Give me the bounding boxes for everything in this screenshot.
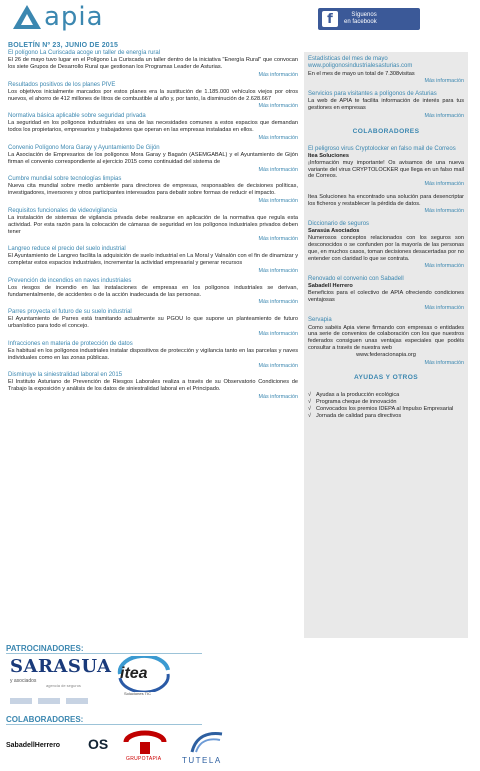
more-info-link[interactable]: Más información: [424, 78, 464, 85]
more-info-link[interactable]: Más información: [258, 236, 298, 243]
more-info-link[interactable]: Más información: [424, 208, 464, 215]
tutela-logo-icon: [178, 728, 230, 756]
stats-body: En el mes de mayo un total de 7.308visitas: [308, 70, 415, 77]
ayuda-label: Jornada de calidad para directivos: [316, 412, 402, 419]
tapia-logo[interactable]: [122, 730, 168, 766]
news-item: [8, 50, 298, 79]
ayudas-list: [308, 392, 464, 419]
ayuda-label: Convocados los premios IDEPA al Impulso Empresarial: [316, 405, 454, 412]
ayuda-item[interactable]: [308, 406, 464, 413]
news-item: [8, 113, 298, 142]
news-title[interactable]: Convenio Polígono Mora Garay y Ayuntamiento De Gijón: [8, 144, 160, 151]
partner-logo: [66, 698, 88, 704]
insurance-sub: Sarasúa Asociados: [308, 228, 360, 235]
ayuda-item[interactable]: [308, 399, 464, 406]
news-title[interactable]: Infracciones en materia de protección de datos: [8, 340, 133, 347]
facebook-label: Síguenos en facebook: [344, 12, 377, 25]
facebook-icon: f: [322, 11, 338, 27]
more-info-link[interactable]: Más información: [258, 103, 298, 110]
news-title[interactable]: Langreo reduce el precio del suelo industrial: [8, 246, 126, 252]
itea-name: itea: [120, 665, 148, 682]
sarasua-sub: y asociados: [10, 677, 37, 684]
news-item: [8, 278, 298, 307]
news-body: Es habitual en los polígonos industriales instalar dispositivos de protección y vigilancia tanto en las parcelas y naves individuales como en las zonas públicas.: [8, 347, 298, 361]
ayuda-label: Ayudas a la producción ecológica: [316, 392, 400, 399]
news-body: La instalación de sistemas de vigilancia privada debe realizarse en aplicación de la normativa que regula esta actividad. Por esta razón para la colocación de cámaras de seguridad en los polígonos industriales privados deben tener: [8, 214, 298, 235]
brand-name: apia: [44, 2, 104, 32]
news-title[interactable]: Parres proyecta el futuro de su suelo industrial: [8, 309, 132, 316]
more-info-link[interactable]: Más información: [258, 267, 298, 274]
more-info-link[interactable]: Más información: [424, 181, 464, 188]
check-icon: √: [308, 405, 312, 412]
news-item: [8, 341, 298, 370]
news-body: La seguridad en los polígonos industriales es una de las necesidades comunes a estos espacios que demandan todos los propietarios, empresarios y trabajadores que operan en las empresas instaladas en ellos.: [8, 120, 298, 134]
divider: [6, 724, 202, 725]
servapia-url[interactable]: www.federacionapia.org: [356, 351, 416, 358]
insurance-title[interactable]: Diccionario de seguros: [308, 220, 370, 227]
news-item: [8, 176, 298, 205]
virus-body-2: Itea Soluciones ha encontrado una solución para desencriptar los ficheros y restablecer la pérdida de datos.: [308, 193, 464, 207]
news-title[interactable]: Normativa básica aplicable sobre seguridad privada: [8, 113, 146, 120]
os-logo[interactable]: OS: [88, 736, 109, 752]
news-item: [8, 208, 298, 243]
tapia-logo-icon: [122, 730, 168, 756]
news-body: El Ayuntamiento de Parres está tramitando actualmente su PGOU lo que supone un planteamiento de futuro urbanístico para todo el concejo.: [8, 316, 298, 330]
collaborators-heading: COLABORADORES: [352, 127, 420, 135]
stats-url[interactable]: www.poligonosindustrialesasturias.com: [308, 63, 413, 70]
services-title[interactable]: Servicios para visitantes a polígonos de Asturias: [308, 91, 437, 98]
news-item: [8, 82, 298, 111]
news-body: Los objetivos inicialmente marcados por estos planes era la sustitución de 1.185.000 vehículos viejos por otros nuevos, el ahorro de 412 millones de litros de combustible al año y, por tanto, la disminución de 2.628.667: [8, 88, 298, 102]
news-body: La Asociación de Empresarios de los polígonos Mora Garay y Bagaón (ASEMGABAL) y el Ayuntamiento de Gijón firman el convenio correspondiente al ejercicio 2015 como continuidad del sistema de: [8, 151, 298, 165]
tutela-logo[interactable]: [178, 728, 230, 768]
more-info-link[interactable]: Más información: [258, 362, 298, 369]
news-title[interactable]: Disminuye la siniestralidad laboral en 2015: [8, 372, 123, 379]
apia-logo[interactable]: [12, 4, 104, 30]
more-info-link[interactable]: Más información: [258, 394, 298, 401]
itea-logo[interactable]: [114, 656, 174, 700]
facebook-button[interactable]: [318, 8, 420, 30]
news-title[interactable]: Requisitos funcionales de videovigilancia: [8, 207, 118, 214]
more-info-link[interactable]: Más información: [258, 198, 298, 205]
virus-body: ¡Información muy importante! Os avisamos de una nueva variante del virus CRYPTOLOCKER que llega en un falso mail de Correos.: [308, 159, 464, 180]
stats-title[interactable]: Estadísticas del mes de mayo: [308, 56, 388, 62]
news-item: [8, 246, 298, 275]
page-header: [0, 0, 480, 42]
check-icon: √: [308, 412, 312, 419]
tutela-name: TUTELA: [182, 756, 222, 765]
more-info-link[interactable]: Más información: [258, 71, 298, 78]
apia-logo-icon: [12, 4, 42, 30]
ayuda-label: Programa cheque de innovación: [316, 399, 397, 406]
collaborators-title: COLABORADORES:: [6, 715, 84, 724]
news-column: [8, 50, 298, 404]
news-body: Los riesgos de incendio en las instalaciones de empresas en los polígonos industriales se derivan, fundamentalmente, de accidentes o de la acción inadecuada de las personas.: [8, 284, 298, 298]
sarasua-sub2: agencia de seguros: [46, 683, 81, 689]
more-info-link[interactable]: Más información: [258, 166, 298, 173]
more-info-link[interactable]: Más información: [424, 359, 464, 366]
sabadell-title[interactable]: Renovado el convenio con Sabadell: [308, 275, 404, 282]
news-title[interactable]: Prevención de incendios en naves industriales: [8, 277, 132, 284]
more-info-link[interactable]: Más información: [424, 112, 464, 119]
small-logos: [10, 698, 88, 704]
sarasua-logo[interactable]: [10, 656, 112, 696]
news-body: El 26 de mayo tuvo lugar en el Polígono La Curiscada un taller dentro de la iniciativa "Energía Rural" que convocan los siete Grupos de Desarrollo Rural que gestionan los Programas Leader de Asturias.: [8, 57, 298, 71]
news-item: [8, 309, 298, 338]
more-info-link[interactable]: Más información: [424, 304, 464, 311]
servapia-title[interactable]: Servapia: [308, 317, 332, 324]
ayudas-heading: AYUDAS Y OTROS: [353, 374, 419, 382]
sabadell-sub: Sabadell Herrero: [308, 283, 353, 290]
servapia-body: Como sabéis Apia viene firmando con empresas o entidades una serie de convenios de colaboración con los que nuestros federados consiguen unas ventajas especiales que podéis consultar a través de nuestra web: [308, 324, 464, 352]
news-title[interactable]: Resultados positivos de los planes PIVE: [8, 81, 116, 88]
ayuda-item[interactable]: [308, 392, 464, 399]
more-info-link[interactable]: Más información: [258, 331, 298, 337]
tapia-name: GRUPOTAPIA: [126, 756, 162, 762]
services-body: La web de APIA te facilita información de interés para tus gestiones en empresas: [308, 98, 464, 112]
sabadell-body: Beneficios para el colectivo de APIA ofreciendo condiciones ventajosas: [308, 290, 464, 303]
more-info-link[interactable]: Más información: [258, 135, 298, 141]
partner-logo: [10, 698, 32, 704]
check-icon: √: [308, 392, 312, 399]
ayuda-item[interactable]: [308, 413, 464, 420]
sabadell-logo[interactable]: SabadellHerrero: [6, 742, 61, 749]
sidebar: [304, 52, 468, 638]
partner-logo: [38, 698, 60, 704]
sarasua-name: SARASUA: [10, 656, 112, 677]
bulletin-title: BOLETÍN Nº 23, JUNIO DE 2015: [8, 42, 119, 49]
news-item: [8, 372, 298, 401]
more-info-link[interactable]: Más información: [424, 263, 464, 270]
news-body: El Instituto Asturiano de Prevención de Riesgos Laborales realiza a través de su Observatorio Condiciones de Trabajo la exposición y análisis de los datos de siniestralidad laboral en el Principado.: [8, 379, 298, 393]
more-info-link[interactable]: Más información: [258, 299, 298, 306]
virus-title[interactable]: El peligroso virus Cryptolocker en falso mail de Correos: [308, 145, 456, 152]
news-body: Nueva cita mundial sobre medio ambiente para directores de empresas, responsables de decisiones políticas, investigadores, inversores y otros participantes interesados para debatir sobre formas de reducir el impacto.: [8, 183, 298, 197]
sponsors-title: PATROCINADORES:: [6, 644, 84, 653]
news-item: [8, 145, 298, 174]
divider: [6, 653, 202, 654]
itea-sub: Soluciones TIC: [124, 691, 152, 696]
news-title[interactable]: Cumbre mundial sobre tecnologías limpias: [8, 176, 122, 183]
virus-sub: Itea Soluciones: [308, 152, 350, 159]
news-body: El Ayuntamiento de Langreo facilita la adquisición de suelo industrial en La Moral y Valnalón con el fin de dinamizar y completar estos espacios industriales, incrementar la actividad empresarial y generar recursos: [8, 253, 298, 267]
insurance-body: Numerosos conceptos relacionados con los seguros son desconocidos o se confunden por la mayoría de las personas que, en muchos casos, toman decisiones desacertadas por no entender con claridad lo que se contrata.: [308, 235, 464, 262]
news-title[interactable]: El polígono La Curiscada acoge un taller de energía rural: [8, 50, 161, 56]
check-icon: √: [308, 399, 312, 406]
